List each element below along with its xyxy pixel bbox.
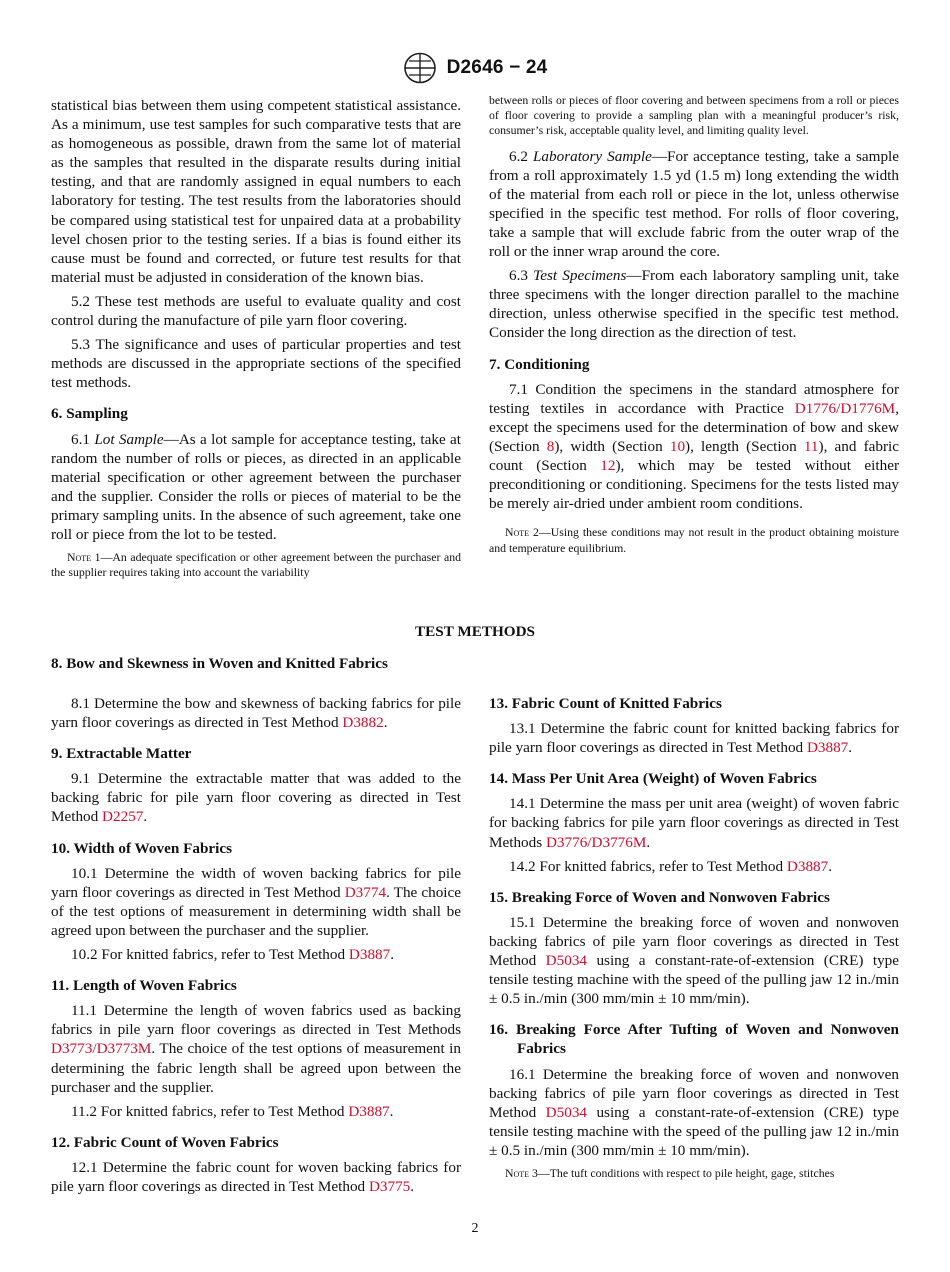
section-6-heading: 6. Sampling: [51, 405, 128, 423]
paragraph-10-2: 10.2 For knitted fabrics, refer to Test Method D3887.: [71, 946, 395, 964]
astm-logo-icon: [403, 52, 437, 84]
paragraph-5-2: 5.2 These test methods are useful to evaluate quality and cost control during the manufacture of pile yarn floor covering.: [51, 292, 461, 330]
link-d3773[interactable]: D3773/D3773M: [51, 1040, 152, 1058]
link-d5034[interactable]: D5034: [545, 1103, 588, 1121]
paragraph-16-1: 16.1 Determine the breaking force of woven and nonwoven backing fabrics of pile yarn floor coverings as directed in Test Method D5034 using a constant-rate-of-extension (CRE) type tensile testing machine with the speed of the pulling jaw 12 in./min ± 0.5 in./min (300 mm/min ± 10 mm/min).: [489, 1065, 899, 1159]
column-right-top: [489, 93, 899, 564]
note-1-continued: between rolls or pieces of floor covering and between specimens from a roll or pieces of floor covering to provide a sampling plan with a meaningful producer’s risk, consumer’s risk, acceptable quality level, and limiting quality level.: [489, 93, 899, 138]
paragraph-5-1-cont: statistical bias between them using competent statistical assistance. As a minimum, use test samples for such comparative tests that are as homogeneous as possible, drawn from the same lot of material as the samples that resulted in the disparate results during initial testing, and that are randomly assigned in equal numbers to each laboratory for testing. The test results from the laboratories should be compared using statistical test for unpaired data at a probability level chosen prior to the testing series. If a bias is found either its cause must be found and corrected, or future test results for that material must be adjusted in consideration of the known bias.: [51, 97, 461, 286]
note-3: Note 3—The tuft conditions with respect to pile height, gage, stitches: [505, 1165, 835, 1180]
section-13-heading: 13. Fabric Count of Knitted Fabrics: [489, 695, 722, 712]
paragraph-5-3: 5.3 The significance and uses of particular properties and test methods are discussed in the appropriate sections of the specified test methods.: [51, 336, 461, 392]
document-designation: D2646 − 24: [446, 57, 548, 78]
paragraph-11-2: 11.2 For knitted fabrics, refer to Test Method D3887.: [71, 1102, 394, 1120]
link-d3887[interactable]: D3887: [348, 946, 391, 964]
section-7-heading: 7. Conditioning: [489, 355, 590, 373]
link-d5034[interactable]: D5034: [545, 952, 588, 970]
link-d3887[interactable]: D3887: [806, 739, 849, 757]
paragraph-9-1: 9.1 Determine the extractable matter that was added to the backing fabric for pile yarn floor covering as directed in Test Method D2257.: [51, 770, 461, 826]
paragraph-10-1: 10.1 Determine the width of woven backing fabrics for pile yarn floor coverings as directed in Test Method D3774. The choice of the test options of measurement in determining width shall be agreed upon between the purchaser and the supplier.: [51, 864, 462, 939]
section-9-heading: 9. Extractable Matter: [51, 745, 192, 763]
paragraph-8-1: 8.1 Determine the bow and skewness of backing fabrics for pile yarn floor coverings as directed in Test Method D3882.: [51, 695, 461, 732]
link-d2257[interactable]: D2257: [102, 808, 144, 826]
note-1: Note 1—An adequate specification or other agreement between the purchaser and the supplier requires taking into account the variability: [51, 550, 462, 580]
section-15-heading: 15. Breaking Force of Woven and Nonwoven Fabrics: [489, 888, 830, 906]
section-16-heading: 16. Breaking Force After Tufting of Woven and Nonwoven Fabrics: [489, 1021, 899, 1058]
section-12-heading: 12. Fabric Count of Woven Fabrics: [51, 1133, 279, 1151]
page-header: [0, 52, 950, 84]
section-11-heading: 11. Length of Woven Fabrics: [51, 977, 237, 995]
paragraph-14-1: 14.1 Determine the mass per unit area (weight) of woven fabric for backing fabrics for pile yarn floor coverings as directed in Test Methods D3776/D3776M.: [489, 795, 899, 851]
paragraph-11-1: 11.1 Determine the length of woven fabrics used as backing fabrics in pile yarn floor coverings as directed in Test Methods D3773/D3773M. The choice of the test options of measurement in determining the fabric length shall be agreed upon between the purchaser and the supplier.: [51, 1002, 461, 1096]
page-number: 2: [471, 1221, 479, 1236]
section-14-heading: 14. Mass Per Unit Area (Weight) of Woven Fabrics: [489, 770, 817, 788]
test-methods-title: TEST METHODS: [415, 623, 535, 640]
link-d3882[interactable]: D3882: [342, 714, 384, 732]
paragraph-6-1: 6.1 Lot Sample—As a lot sample for acceptance testing, take at random the number of rolls or pieces, as directed in an applicable material specification or other agreement between the purchaser and the supplier. Consider the rolls or pieces of material to be the primary sampling units. In the absence of such agreement, take one roll or piece from the lot to be tested.: [51, 430, 462, 543]
link-d3887[interactable]: D3887: [348, 1102, 390, 1120]
paragraph-15-1: 15.1 Determine the breaking force of woven and nonwoven backing fabrics of pile yarn floor coverings as directed in Test Method D5034 using a constant-rate-of-extension (CRE) type tensile testing machine with the speed of the pulling jaw 12 in./min ± 0.5 in./min (300 mm/min ± 10 mm/min).: [489, 913, 899, 1008]
link-d3775[interactable]: D3775: [368, 1177, 411, 1195]
section-10-heading: 10. Width of Woven Fabrics: [51, 839, 233, 857]
section-8-heading: 8. Bow and Skewness in Woven and Knitted Fabrics: [51, 655, 388, 672]
link-d3887[interactable]: D3887: [786, 857, 829, 875]
link-d1776[interactable]: D1776/D1776M: [794, 399, 896, 417]
link-section-10[interactable]: 10: [669, 437, 686, 455]
paragraph-12-1: 12.1 Determine the fabric count for woven backing fabrics for pile yarn floor coverings as directed in Test Method D3775.: [51, 1158, 461, 1195]
column-right-bottom: [489, 694, 899, 1189]
paragraph-6-3: 6.3 Test Specimens—From each laboratory sampling unit, take three specimens with the longer direction parallel to the machine direction, unless otherwise specified in the specific test method. Consider the long direction as the direction of test.: [489, 267, 899, 342]
column-left-top: [51, 96, 461, 588]
link-section-11[interactable]: 11: [803, 437, 819, 455]
paragraph-7-1: 7.1 Condition the specimens in the standard atmosphere for testing textiles in accordance with Practice D1776/D1776M, except the specimens used for the determination of bow and skew (Section 8), width (Section 10), length (Section 11), and fabric count (Section 12), which may be tested without either preconditioning or conditioning. Specimens for the tests listed may be merely air-dried under ambient room conditions.: [489, 380, 900, 513]
link-d3776[interactable]: D3776/D3776M: [545, 833, 647, 851]
paragraph-14-2: 14.2 For knitted fabrics, refer to Test Method D3887.: [509, 857, 833, 875]
link-section-12[interactable]: 12: [600, 457, 616, 475]
paragraph-13-1: 13.1 Determine the fabric count for knitted backing fabrics for pile yarn floor coverings as directed in Test Method D3887.: [489, 720, 899, 757]
link-section-8[interactable]: 8: [546, 437, 555, 455]
link-d3774[interactable]: D3774: [344, 883, 387, 901]
paragraph-6-2: 6.2 Laboratory Sample—For acceptance testing, take a sample from a roll approximately 1.5 yd (1.5 m) long extending the width of the material from each roll or piece in the lot, unless otherwise specified in the specific test method. For rolls of floor covering, take a sample that will exclude fabric from the outer wrap of the roll or the inner wrap around the core.: [489, 147, 899, 261]
column-left-bottom: [51, 694, 461, 1201]
note-2: Note 2—Using these conditions may not result in the product obtaining moisture and temperature equilibrium.: [489, 525, 899, 555]
